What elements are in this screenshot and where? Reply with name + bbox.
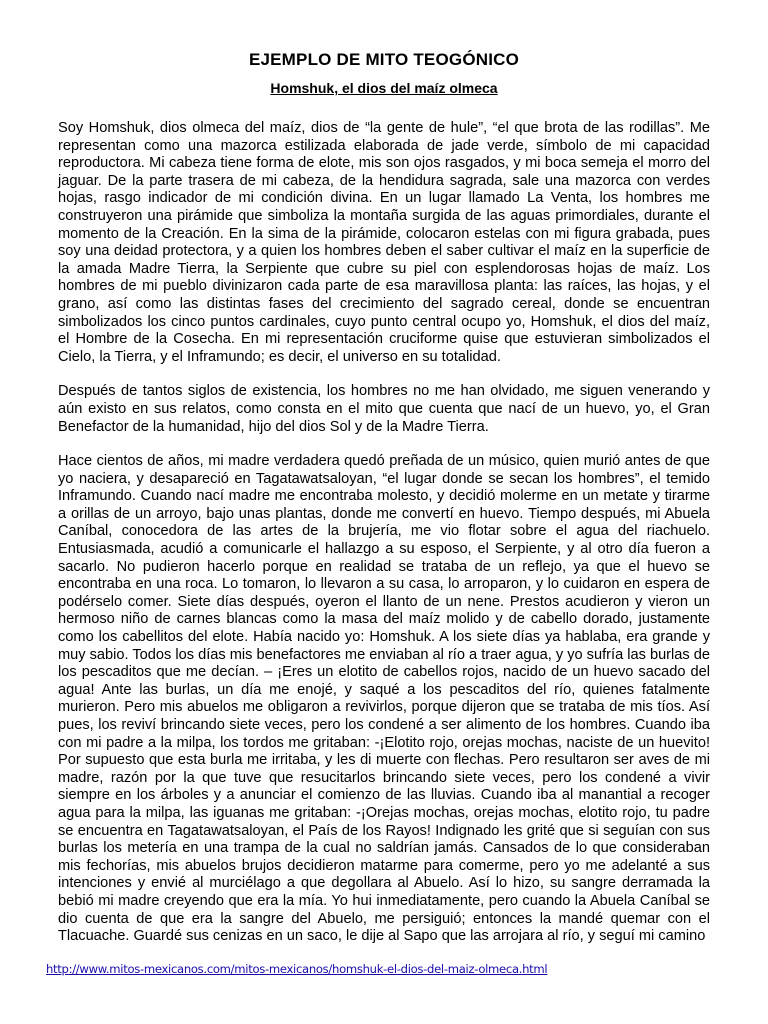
document-title: EJEMPLO DE MITO TEOGÓNICO — [248, 50, 520, 69]
document-subtitle: Homshuk, el dios del maíz olmeca — [270, 80, 498, 96]
paragraph-1: Soy Homshuk, dios olmeca del maíz, dios de “la gente de hule”, “el que brota de las rodillas”. Me representan como una mazorca estilizada elaborada de jade verde, símbolo de mi capacidad reproductora. Mi cabeza tiene forma de elote, mis son ojos rasgados, y mi boca semeja el morro del jaguar. De la parte trasera de mi cabeza, de la hendidura sagrada, sale una mazorca con verdes hojas, rasgo indicador de mi condición divina. En un lugar llamado La Venta, los hombres me construyeron una pirámide que simboliza la montaña surgida de las aguas primordiales, durante el momento de la Creación. En la sima de la pirámide, colocaron estelas con mi figura grabada, pues soy una deidad protectora, y a quien los hombres deben el saber cultivar el maíz en la superficie de la amada Madre Tierra, la Serpiente que cubre su piel con esplendorosas hojas de maíz. Los hombres de mi pueblo divinizaron cada parte de esa maravillosa planta: las raíces, las hojas, y el grano, así como las distintas fases del crecimiento del sagrado cereal, donde se encuentran simbolizados los cinco puntos cardinales, cuyo punto central ocupo yo, Homshuk, el dios del maíz, el Hombre de la Cosecha. En mi representación cruciforme quise que estuvieran simbolizados el Cielo, la Tierra, y el Inframundo; es decir, el universo en su totalidad. — [58, 120, 710, 365]
source-link[interactable]: http://www.mitos-mexicanos.com/mitos-mexicanos/homshuk-el-dios-del-maiz-olmeca.html — [46, 962, 548, 976]
document-body — [58, 120, 710, 963]
paragraph-3: Hace cientos de años, mi madre verdadera quedó preñada de un músico, quien murió antes de que yo naciera, y desapareció en Tagatawatsaloyan, “el lugar donde se secan los hombres”, el temido Inframundo. Cuando nací madre me encontraba molesto, y decidió molerme en un metate y tirarme a orillas de un arroyo, bajo unas plantas, donde me convertí en huevo. Tiempo después, mi Abuela Caníbal, conocedora de las artes de la brujería, me vio flotar sobre el agua del riachuelo. Entusiasmada, acudió a comunicarle el hallazgo a su esposo, el Serpiente, y al otro día fueron a sacarlo. No pudieron hacerlo porque en realidad se trataba de un reflejo, ya que el huevo se encontraba en una roca. Lo tomaron, lo llevaron a su casa, lo arroparon, y lo cuidaron en espera de podérselo comer. Siete días después, oyeron el llanto de un nene. Prestos acudieron y vieron un hermoso niño de carnes blancas como la masa del maíz molido y de cabello dorado, justamente como los cabellitos del elote. Había nacido yo: Homshuk. A los siete días ya hablaba, era grande y muy sabio. Todos los días mis benefactores me enviaban al río a traer agua, y yo sufría las burlas de los pescaditos que me decían. – ¡Eres un elotito de cabellos rojos, nacido de un huevo sacado del agua! Ante las burlas, un día me enojé, y saqué a los pescaditos del río, quienes fatalmente murieron. Pero mis abuelos me obligaron a revivirlos, porque dijeron que se trataba de mis tíos. Así pues, los reviví brincando siete veces, pero los condené a ser alimento de los hombres. Cuando iba con mi padre a la milpa, los tordos me gritaban: -¡Elotito rojo, orejas mochas, naciste de un huevito! Por supuesto que esta burla me irritaba, y les di muerte con flechas. Pero resultaron ser aves de mi madre, razón por la que tuve que resucitarlos brincando siete veces, pero los condené a vivir siempre en los árboles y a anunciar el comienzo de las lluvias. Cuando iba al manantial a recoger agua para la milpa, las iguanas me gritaban: -¡Orejas mochas, orejas mochas, elotito rojo, tu padre se encuentra en Tagatawatsaloyan, el País de los Rayos! Indignado les grité que si seguían con sus burlas los metería en una trampa de la cual no saldrían jamás. Cansados de lo que consideraban mis fechorías, mis abuelos brujos decidieron matarme para comerme, pero yo me adelanté a sus intenciones y envié al murciélago a que degollara al Abuelo. Así lo hizo, su sangre derramada la bebió mi madre creyendo que era la mía. Yo hui inmediatamente, pero cuando la Abuela Caníbal se dio cuenta de que era la sangre del Abuelo, me persiguió; entonces la mandé quemar con el Tlacuache. Guardé sus cenizas en un saco, le dije al Sapo que las arrojara al río, y seguí mi camino — [58, 453, 710, 945]
paragraph-2: Después de tantos siglos de existencia, los hombres no me han olvidado, me siguen venerando y aún existo en sus relatos, como consta en el mito que cuenta que nací de un huevo, yo, el Gran Benefactor de la humanidad, hijo del dios Sol y de la Madre Tierra. — [58, 383, 710, 435]
